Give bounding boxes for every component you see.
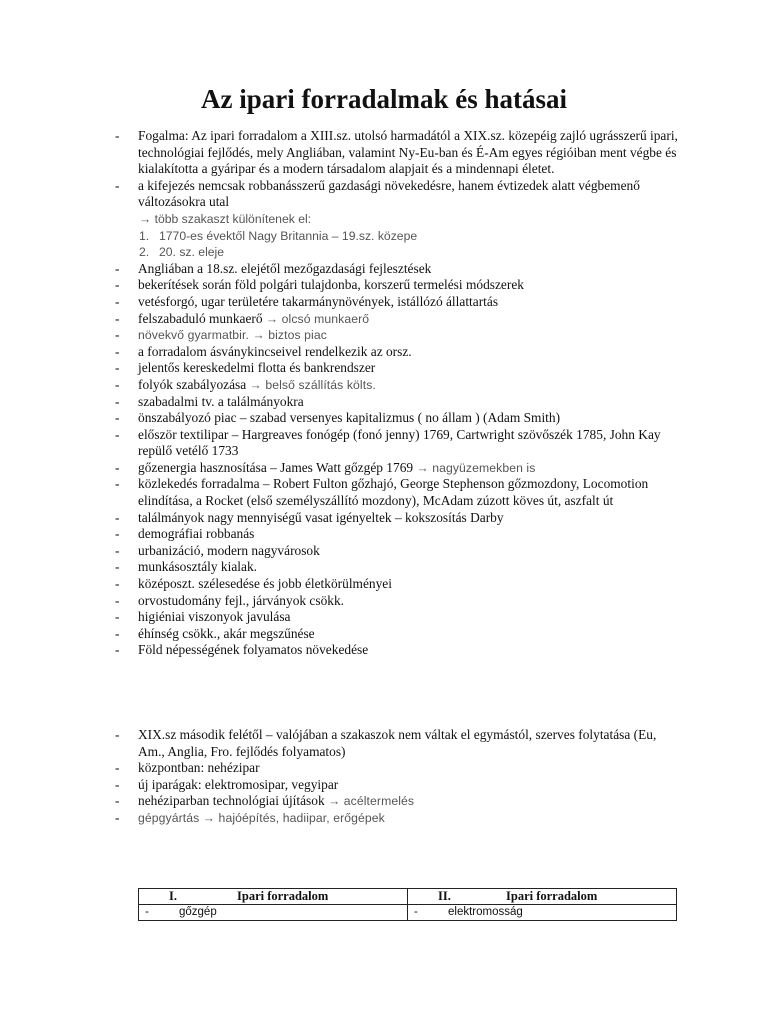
item-text: orvostudomány fejl., járványok csökk.: [138, 592, 345, 608]
list-item: [112, 377, 682, 394]
list-item: [112, 576, 682, 593]
item-text: szabadalmi tv. a találmányokra: [138, 393, 304, 409]
page-title: Az ipari forradalmak és hatásai: [201, 84, 567, 114]
item-text: új iparágak: elektromosipar, vegyipar: [138, 776, 339, 792]
comparison-table: [138, 888, 677, 921]
item-text: önszabályozó piac – szabad versenyes kapitalizmus ( no állam ) (Adam Smith): [138, 410, 561, 426]
table-cell: [408, 905, 677, 921]
table-header-cell: [139, 889, 408, 905]
item-text: a forradalom ásványkincseivel rendelkezik az orsz.: [138, 343, 412, 359]
phase-note: → több szakaszt különítenek el:: [139, 211, 312, 226]
item-note: → acéltermelés: [328, 794, 415, 809]
item-text: felszabaduló munkaerő: [138, 310, 266, 326]
list-item: [112, 642, 682, 659]
header-roman: I.: [169, 889, 177, 903]
section-2-list: [112, 727, 682, 827]
phase-item: [112, 228, 682, 245]
list-item: [112, 727, 682, 760]
list-item: [112, 626, 682, 643]
table-row: [139, 905, 677, 921]
cell-value: elektromosság: [448, 906, 523, 918]
list-item: [112, 543, 682, 560]
section-1-list: [112, 128, 682, 659]
list-item: [112, 294, 682, 311]
table-cell: [139, 905, 408, 921]
phase-text: 1770-es évektől Nagy Britannia – 19.sz. közepe: [159, 228, 418, 243]
item-note: növekvő gyarmatbir. → biztos piac: [138, 328, 327, 343]
phase-item: [112, 244, 682, 261]
item-note: → nagyüzemekben is: [416, 460, 536, 475]
item-text: jelentős kereskedelmi flotta és bankrendszer: [138, 360, 376, 376]
item-text: központban: nehézipar: [138, 760, 260, 776]
item-text: nehéziparban technológiai újítások: [138, 793, 329, 809]
item-text: higiéniai viszonyok javulása: [138, 609, 291, 625]
item-text: urbanizáció, modern nagyvárosok: [138, 542, 320, 558]
cell-dash: -: [145, 906, 149, 918]
phase-number: 2.: [139, 245, 150, 260]
list-item: [112, 510, 682, 527]
item-text: először textilipar – Hargreaves fonógép (fonó jenny) 1769, Cartwright szövőszék 1785, John Kay repülő vetélő 1733: [138, 426, 661, 459]
list-item: [112, 327, 682, 344]
item-text: éhínség csökk., akár megszűnése: [138, 625, 315, 641]
phase-text: 20. sz. eleje: [159, 245, 225, 260]
list-item: [112, 810, 682, 827]
header-roman: II.: [438, 889, 451, 903]
item-text: találmányok nagy mennyiségű vasat igényeltek – kokszosítás Darby: [138, 509, 504, 525]
list-item: [112, 476, 682, 509]
item-text: középoszt. szélesedése és jobb életkörülményei: [138, 576, 392, 592]
list-item: [112, 460, 682, 477]
list-item: [112, 760, 682, 777]
item-text: demográfiai robbanás: [138, 526, 255, 542]
header-label: Ipari forradalom: [237, 889, 329, 903]
item-text: XIX.sz második felétől – valójában a szakaszok nem váltak el egymástól, szerves folytatása (Eu, Am., Anglia, Fro. fejlődés folyamatos): [138, 727, 657, 759]
list-item: [112, 559, 682, 576]
list-item: [112, 360, 682, 377]
item-text: bekerítések során föld polgári tulajdonba, korszerű termelési módszerek: [138, 277, 524, 293]
item-text: közlekedés forradalma – Robert Fulton gőzhajó, George Stephenson gőzmozdony, Locomotion elindítása, a Rocket (első személyszállító mozdony), McAdam zúzott köves út, aszfalt út: [138, 476, 649, 509]
phase-number: 1.: [139, 228, 150, 243]
item-note: → belső szállítás költs.: [249, 377, 376, 392]
list-item: [112, 277, 682, 294]
list-item: [112, 261, 682, 278]
item-text: Angliában a 18.sz. elejétől mezőgazdasági fejlesztések: [138, 260, 432, 276]
list-item: [112, 311, 682, 328]
list-item: [112, 427, 682, 460]
cell-dash: -: [414, 906, 418, 918]
list-item-fogalma: - Fogalma: Az ipari forradalom a XIII.sz. utolsó harmadától a XIX.sz. közepéig zajló ugrásszerű ipari, technológiai fejlődés, mely Angliában, valamint Ny-Eu-ban és É-Am egyes régióiban ment végbe és kialakította a gyáripar és a modern társadalom alapjait és a mindennapi életet.: [112, 128, 682, 178]
item-text: folyók szabályozása: [138, 376, 250, 392]
list-item: [112, 410, 682, 427]
list-item: [112, 344, 682, 361]
list-item: [112, 526, 682, 543]
header-label: Ipari forradalom: [506, 889, 598, 903]
item-note: → olcsó munkaerő: [265, 311, 370, 326]
item-note: gépgyártás → hajóépítés, hadiipar, erőgépek: [138, 810, 385, 825]
list-item: [112, 609, 682, 626]
list-item: [112, 777, 682, 794]
item-text: vetésforgó, ugar területére takarmánynövények, istállózó állattartás: [138, 293, 499, 309]
list-item: [112, 593, 682, 610]
table-header-row: [139, 889, 677, 905]
list-item: [112, 793, 682, 810]
item-text: Föld népességének folyamatos növekedése: [138, 642, 369, 658]
item-text: gőzenergia hasznosítása – James Watt gőzgép 1769: [138, 459, 417, 475]
cell-value: gőzgép: [179, 906, 217, 918]
list-item: [112, 394, 682, 411]
list-item-kifejezes: - a kifejezés nemcsak robbanásszerű gazdasági növekedésre, hanem évtizedek alatt végbemenő változásokra utal: [112, 178, 682, 211]
table-header-cell: [408, 889, 677, 905]
item-text: munkásosztály kialak.: [138, 559, 257, 575]
